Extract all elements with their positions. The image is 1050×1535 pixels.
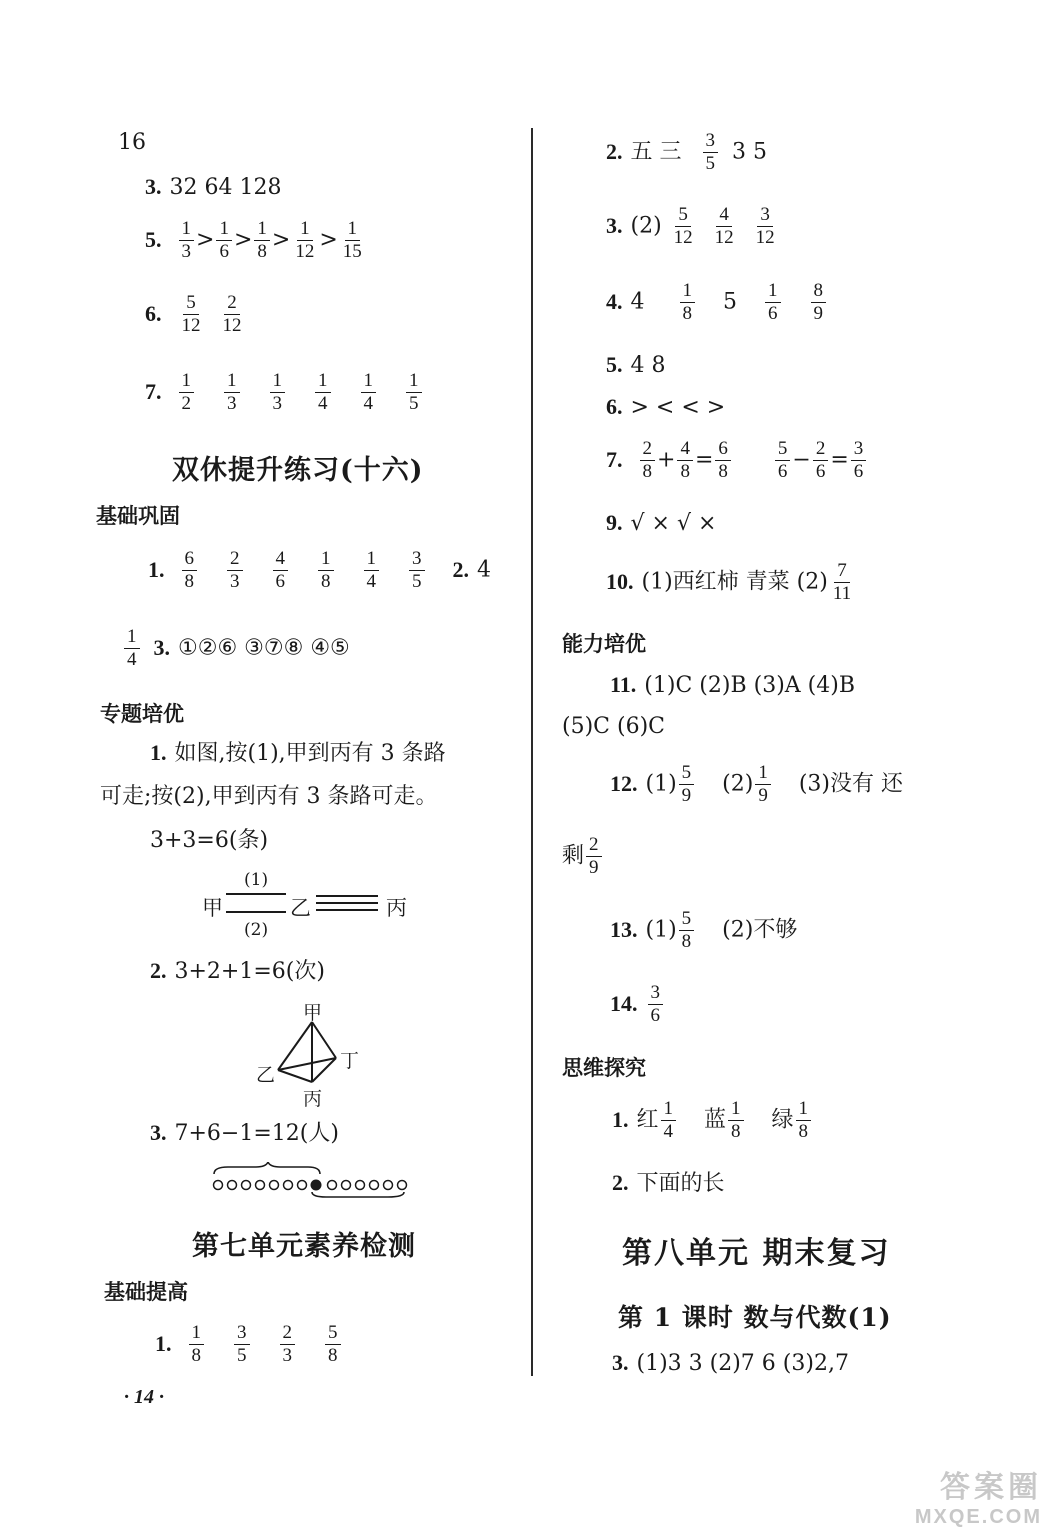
fraction: $\frac{1}{4}$ bbox=[361, 370, 377, 415]
fraction: $\frac{3}{6}$ bbox=[851, 438, 867, 483]
gt-sign: > bbox=[196, 227, 215, 253]
tri-label-left: 乙 bbox=[256, 1064, 276, 1086]
q-number: 1. bbox=[155, 1330, 172, 1356]
fraction: $\frac{1}{4}$ bbox=[124, 626, 140, 671]
fraction: $\frac{1}{3}$ bbox=[270, 370, 286, 415]
q-number: 6. bbox=[145, 300, 162, 326]
answer-text: 32 64 128 bbox=[169, 175, 282, 200]
answer-text: (2)不够 bbox=[722, 917, 798, 943]
answer-th1 bbox=[612, 1098, 813, 1143]
q-number: 11. bbox=[610, 672, 637, 697]
answer-l6 bbox=[145, 292, 247, 337]
fraction: $\frac{2}{12}$ bbox=[222, 292, 242, 336]
answer-r10 bbox=[606, 560, 856, 605]
q-number: 2. bbox=[606, 138, 623, 164]
fraction: $\frac{1}{8}$ bbox=[318, 548, 334, 593]
answer-text: √ × √ × bbox=[630, 511, 717, 536]
fraction: $\frac{4}{8}$ bbox=[677, 438, 693, 483]
answer-l3-lesson bbox=[612, 1348, 849, 1379]
fraction: $\frac{2}{6}$ bbox=[813, 438, 829, 483]
q-number: 2. bbox=[452, 556, 469, 582]
tri-label-top: 甲 bbox=[303, 1002, 323, 1024]
q-number: 5. bbox=[606, 352, 623, 377]
section-title-unit7: 第七单元素养检测 bbox=[192, 1231, 416, 1262]
q-number: 3. bbox=[606, 212, 623, 238]
fraction: $\frac{1}{9}$ bbox=[755, 762, 771, 807]
answer-r7 bbox=[606, 438, 868, 483]
tetrahedron-lines bbox=[270, 1018, 350, 1088]
answer-text: > < < > bbox=[630, 395, 726, 420]
answer-t1-line2: 可走;按(2),甲到丙有 3 条路可走。 bbox=[100, 784, 438, 809]
q-number: 2. bbox=[150, 958, 167, 983]
answer-text: 3+2+1=6(次) bbox=[174, 959, 325, 984]
q-number: 3. bbox=[612, 1350, 629, 1375]
answer-r3 bbox=[606, 204, 780, 249]
answer-r2 bbox=[606, 130, 767, 175]
equals-sign: = bbox=[830, 447, 849, 473]
q-number: 3. bbox=[145, 174, 162, 199]
route-lines bbox=[222, 890, 392, 920]
answer-text: 如图,按(1),甲到丙有 3 条路 bbox=[174, 741, 446, 766]
fraction: $\frac{2}{3}$ bbox=[227, 548, 243, 593]
answer-text: 红 bbox=[636, 1107, 659, 1133]
route-label-c: 丙 bbox=[386, 896, 407, 920]
answer-s1 bbox=[155, 1322, 343, 1367]
gt-sign: > bbox=[319, 227, 338, 253]
answer-text: 五 三 bbox=[630, 139, 682, 165]
answer-th2 bbox=[612, 1168, 725, 1199]
answer-text: (2) bbox=[630, 213, 662, 239]
q-number: 3. bbox=[153, 634, 170, 660]
q-number: 2. bbox=[612, 1170, 629, 1195]
subheading-ability: 能力培优 bbox=[562, 631, 646, 656]
fraction: $\frac{5}{6}$ bbox=[775, 438, 791, 483]
answer-text: 蓝 bbox=[704, 1107, 727, 1133]
route-label-top: (1) bbox=[244, 870, 269, 890]
fraction: $\frac{3}{6}$ bbox=[648, 982, 664, 1027]
watermark-logo bbox=[915, 1462, 1042, 1529]
answer-text: 下面的长 bbox=[636, 1171, 725, 1196]
subheading-thinking: 思维探究 bbox=[562, 1055, 646, 1080]
section-title-unit8: 第八单元 期末复习 bbox=[622, 1236, 891, 1271]
people-line-diagram bbox=[208, 1162, 408, 1198]
fraction: $\frac{8}{9}$ bbox=[811, 280, 827, 325]
answer-text: ①②⑥ ③⑦⑧ ④⑤ bbox=[178, 635, 350, 661]
page-number: · 14 · bbox=[124, 1386, 164, 1408]
q-number: 9. bbox=[606, 510, 623, 535]
answer-text: 绿 bbox=[771, 1107, 794, 1133]
fraction: $\frac{1}{15}$ bbox=[342, 218, 362, 262]
answer-text: 4 bbox=[477, 557, 491, 583]
answer-t2 bbox=[150, 956, 325, 987]
q-number: 1. bbox=[150, 740, 167, 765]
answer-b1 bbox=[148, 548, 491, 593]
fraction: $\frac{3}{12}$ bbox=[755, 204, 775, 248]
fraction: $\frac{4}{6}$ bbox=[273, 548, 289, 593]
equals-sign: = bbox=[694, 447, 714, 473]
answer-text: (1) bbox=[645, 917, 677, 943]
answer-r4 bbox=[606, 280, 828, 325]
lesson-title: 第 1 课时 数与代数(1) bbox=[618, 1303, 892, 1332]
fraction: $\frac{3}{5}$ bbox=[234, 1322, 250, 1367]
answer-text: (1) bbox=[645, 771, 677, 797]
fraction: $\frac{1}{4}$ bbox=[315, 370, 331, 415]
fraction: $\frac{5}{8}$ bbox=[325, 1322, 341, 1367]
q-number: 3. bbox=[150, 1120, 167, 1145]
fraction: $\frac{4}{12}$ bbox=[714, 204, 734, 248]
answer-text: 剩 bbox=[562, 843, 585, 869]
subheading-basics: 基础巩固 bbox=[96, 503, 180, 528]
subheading-topic: 专题培优 bbox=[100, 701, 184, 726]
fraction: $\frac{1}{6}$ bbox=[216, 218, 232, 263]
minus-sign: − bbox=[792, 447, 811, 473]
q-number: 1. bbox=[148, 556, 165, 582]
watermark-url: MXQE.COM bbox=[914, 1506, 1042, 1528]
fraction: $\frac{1}{2}$ bbox=[179, 370, 195, 415]
route-label-bottom: (2) bbox=[244, 920, 269, 940]
fraction: $\frac{1}{8}$ bbox=[254, 218, 270, 263]
q-number: 7. bbox=[145, 378, 162, 404]
answer-r11-line2: (5)C (6)C bbox=[562, 714, 665, 739]
answer-text: 4 bbox=[630, 289, 645, 315]
answer-text: 4 8 bbox=[630, 353, 666, 378]
fraction: $\frac{1}{4}$ bbox=[661, 1098, 677, 1143]
answer-text: 3 5 bbox=[732, 139, 767, 165]
fraction: $\frac{2}{8}$ bbox=[640, 438, 656, 483]
fraction: $\frac{1}{8}$ bbox=[728, 1098, 744, 1143]
fraction: $\frac{5}{12}$ bbox=[181, 292, 201, 336]
fraction: $\frac{3}{5}$ bbox=[409, 548, 425, 593]
q-number: 6. bbox=[606, 394, 623, 419]
fraction: $\frac{1}{3}$ bbox=[224, 370, 240, 415]
fraction: $\frac{1}{8}$ bbox=[796, 1098, 812, 1143]
tri-label-right: 丁 bbox=[340, 1050, 360, 1072]
answer-text: 7+6−1=12(人) bbox=[174, 1121, 339, 1146]
answer-r14 bbox=[610, 982, 665, 1027]
q-number: 7. bbox=[606, 446, 623, 472]
answer-r11-line1 bbox=[610, 670, 855, 701]
fraction: $\frac{1}{5}$ bbox=[406, 370, 422, 415]
answer-t1-line1 bbox=[150, 738, 446, 769]
answer-l7 bbox=[145, 370, 424, 415]
column-divider bbox=[531, 128, 533, 1376]
q-number: 14. bbox=[610, 990, 638, 1016]
q-number: 13. bbox=[610, 916, 638, 942]
fraction: $\frac{1}{6}$ bbox=[765, 280, 781, 325]
answer-r6 bbox=[606, 392, 725, 423]
fraction: $\frac{1}{12}$ bbox=[295, 218, 315, 262]
tri-label-bottom: 丙 bbox=[303, 1088, 323, 1110]
answer-t1-calc: 3+3=6(条) bbox=[150, 828, 269, 853]
fraction: $\frac{2}{9}$ bbox=[586, 834, 602, 879]
subheading-improve: 基础提高 bbox=[104, 1279, 188, 1304]
q-number: 10. bbox=[606, 568, 634, 594]
q-number: 12. bbox=[610, 770, 638, 796]
fraction: $\frac{1}{3}$ bbox=[179, 218, 195, 263]
fraction: $\frac{2}{3}$ bbox=[280, 1322, 296, 1367]
q-number: 5. bbox=[145, 226, 162, 252]
answer-r5 bbox=[606, 350, 666, 381]
fraction: $\frac{1}{8}$ bbox=[680, 280, 696, 325]
gt-sign: > bbox=[233, 227, 253, 253]
fraction: $\frac{5}{9}$ bbox=[679, 762, 695, 807]
fraction: $\frac{5}{12}$ bbox=[673, 204, 693, 248]
fraction: $\frac{3}{5}$ bbox=[703, 130, 719, 175]
top-number: 16 bbox=[118, 130, 146, 155]
route-label-b: 乙 bbox=[290, 896, 311, 920]
answer-text: (1)西红柿 青菜 (2) bbox=[641, 569, 828, 595]
answer-text: (3)没有 还 bbox=[798, 771, 904, 797]
fraction: $\frac{6}{8}$ bbox=[715, 438, 731, 483]
answer-text: (2) bbox=[722, 771, 754, 797]
answer-l3 bbox=[145, 172, 281, 203]
answer-r12 bbox=[610, 762, 903, 807]
answer-r13 bbox=[610, 908, 797, 953]
fraction: $\frac{5}{8}$ bbox=[679, 908, 695, 953]
fraction: $\frac{1}{8}$ bbox=[189, 1322, 205, 1367]
answer-r9 bbox=[606, 508, 716, 539]
q-number: 1. bbox=[612, 1106, 629, 1132]
fraction: $\frac{7}{11}$ bbox=[832, 560, 852, 604]
fraction: $\frac{1}{4}$ bbox=[364, 548, 380, 593]
fraction: $\frac{6}{8}$ bbox=[182, 548, 198, 593]
answer-b-cont bbox=[122, 626, 350, 671]
section-title-weekend-16: 双休提升练习(十六) bbox=[172, 455, 424, 486]
answer-r12-cont bbox=[562, 834, 604, 879]
watermark-text: 答案圈 bbox=[940, 1471, 1042, 1504]
gt-sign: > bbox=[271, 227, 291, 253]
answer-text: 5 bbox=[723, 289, 737, 315]
answer-t3 bbox=[150, 1118, 339, 1149]
route-label-a: 甲 bbox=[202, 896, 223, 920]
plus-sign: + bbox=[657, 447, 676, 473]
answer-l5 bbox=[145, 218, 367, 263]
answer-text: (1)C (2)B (3)A (4)B bbox=[644, 673, 855, 698]
answer-text: (1)3 3 (2)7 6 (3)2,7 bbox=[636, 1351, 849, 1376]
q-number: 4. bbox=[606, 288, 623, 314]
